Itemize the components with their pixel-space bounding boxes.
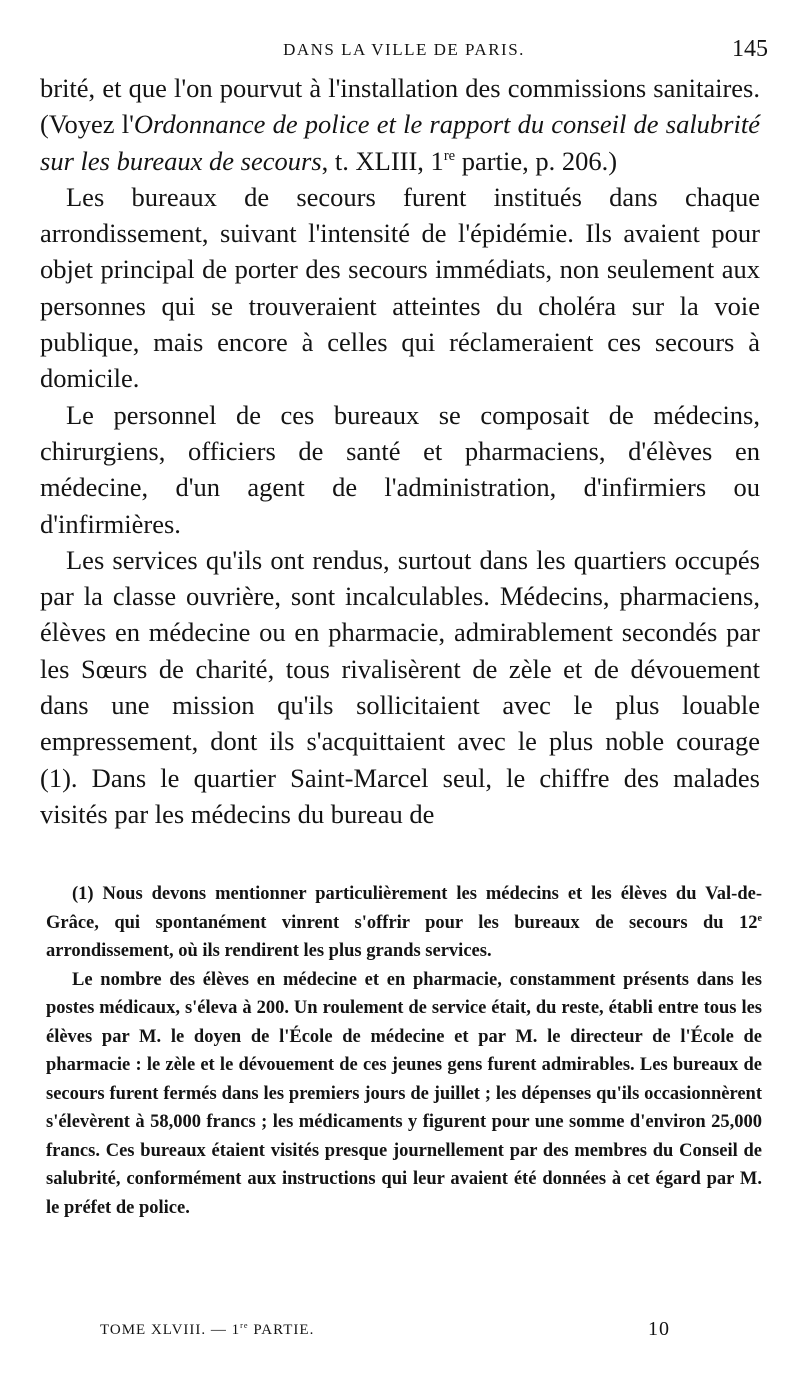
footnote-1-continued: Le nombre des élèves en médecine et en pharmacie, constamment présents dans les postes médicaux, s'éleva à 200. Un roulement de service était, du reste, établi entre tous les élèves par M. le doyen de l'École de médecine et par M. le directeur de l'École de pharmacie : le zèle et le dévouement de ces jeunes gens furent admirables. Les bureaux de secours furent fermés dans les premiers jours de juillet ; les dépenses qu'ils occasionnèrent s'élevèrent à 58,000 francs ; les médicaments y figurent pour une somme d'environ 25,000 francs. Ces bureaux étaient visités presque journellement par des membres du Conseil de salubrité, conformément aux instructions qui leur avaient été données à cet égard par M. le préfet de police. <box>46 969 762 1218</box>
footnote-1: (1) Nous devons mentionner particulièrement les médecins et les élèves du Val-de-Grâce, qui spontanément vinrent s'offrir pour les bureaux de secours du 12e arrondissement, où ils rendirent les plus grands services. <box>46 884 762 961</box>
footnotes <box>46 880 762 1222</box>
paragraph-bureaux: Les bureaux de secours furent institués dans chaque arrondissement, suivant l'intensité de l'épidémie. Ils avaient pour objet principal de porter des secours immédiats, non seulement aux personnes qui se trouveraient atteintes du choléra sur la voie publique, mais encore à celles qui réclameraient ces secours à domicile. <box>40 181 760 394</box>
page-number: 145 <box>732 36 768 62</box>
main-text <box>40 70 760 832</box>
paragraph-continued: brité, et que l'on pourvut à l'installation des commissions sanitaires. (Voyez l'Ordonnance de police et le rapport du conseil de salubrité sur les bureaux de secours, t. XLIII, 1re partie, p. 206.) <box>40 73 760 176</box>
paragraph-services: Les services qu'ils ont rendus, surtout dans les quartiers occupés par la classe ouvrière, sont incalculables. Médecins, pharmaciens, élèves en médecine ou en pharmacie, admirablement secondés par les Sœurs de charité, tous rivalisèrent de zèle et de dévouement dans une mission qu'ils sollicitaient avec le plus louable empressement, dont ils s'acquittaient avec le plus noble courage (1). Dans le quartier Saint-Marcel seul, le chiffre des malades visités par les médecins du bureau de <box>40 544 760 829</box>
italic-reference: Ordonnance de police et le rapport du conseil de salubrité sur les bureaux de secours <box>40 109 760 176</box>
page-footer <box>100 1318 680 1342</box>
page-header <box>40 36 768 66</box>
running-title: DANS LA VILLE DE PARIS. <box>283 40 525 59</box>
sheet-number: 10 <box>648 1318 670 1340</box>
paragraph-personnel: Le personnel de ces bureaux se composait de médecins, chirurgiens, officiers de santé et pharmaciens, d'élèves en médecine, d'un agent de l'administration, d'infirmiers ou d'infirmières. <box>40 399 760 539</box>
signature-mark: TOME XLVIII. — 1re PARTIE. <box>100 1321 315 1338</box>
